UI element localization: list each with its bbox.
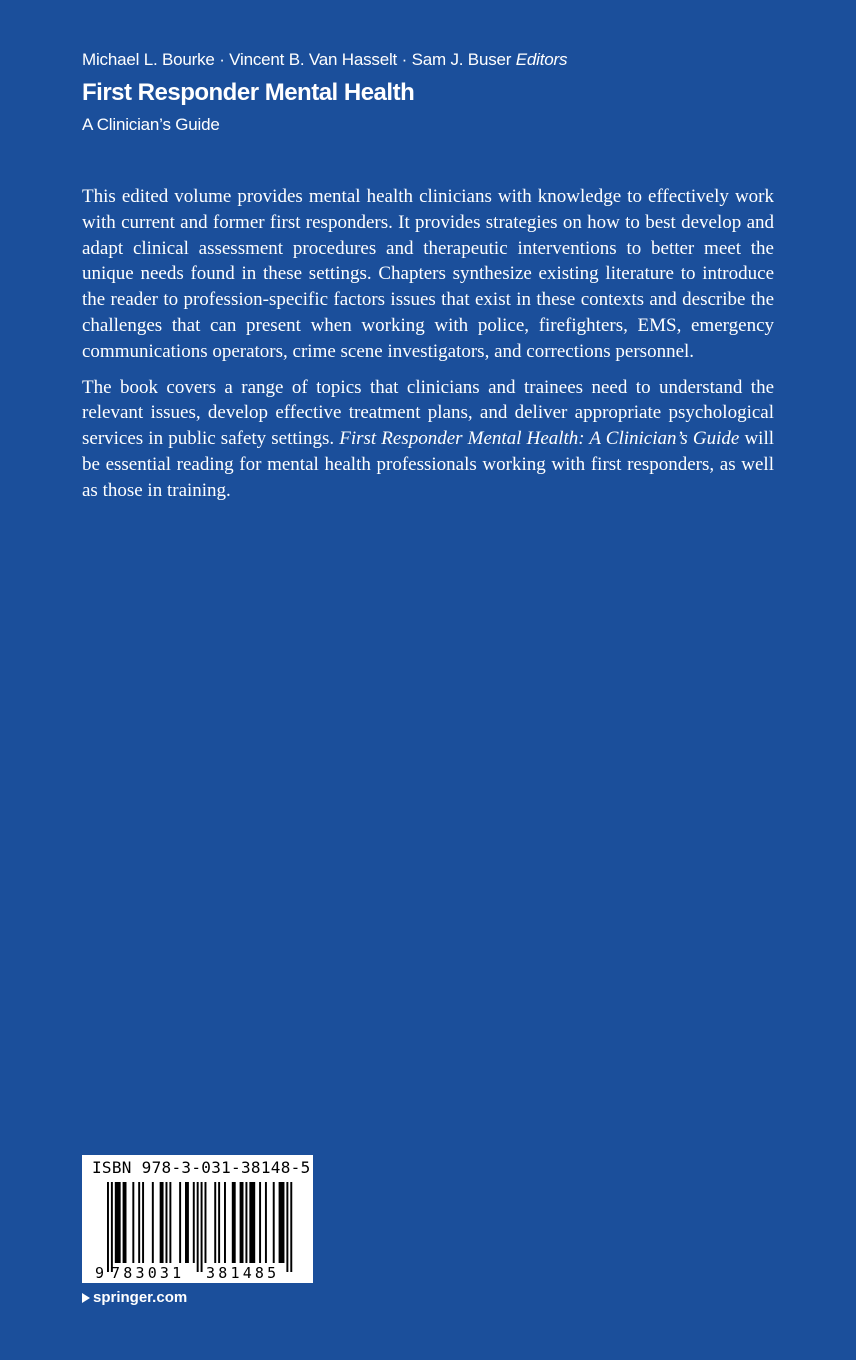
description-book-title-italic: First Responder Mental Health: A Clinician’s Guide (339, 428, 740, 450)
barcode-bar (166, 1182, 168, 1263)
book-description (82, 184, 774, 514)
triangle-right-icon (82, 1293, 90, 1303)
barcode-bar (232, 1182, 236, 1263)
barcode-bar (123, 1182, 127, 1263)
barcode-bar (224, 1182, 226, 1263)
barcode-bar (290, 1182, 292, 1272)
barcode-bar (197, 1182, 199, 1272)
barcode-bar (249, 1182, 255, 1263)
barcode-lead-digit: 9 (95, 1264, 105, 1282)
barcode-bar (218, 1182, 220, 1263)
barcode-bar (286, 1182, 288, 1272)
barcode-bar (142, 1182, 144, 1263)
barcode-bar (160, 1182, 164, 1263)
barcode-bar (107, 1182, 109, 1272)
barcode-right-digits: 381485 (206, 1264, 280, 1282)
book-subtitle: A Clinician’s Guide (82, 115, 220, 134)
barcode-bar (132, 1182, 134, 1263)
barcode-bar (205, 1182, 207, 1263)
publisher-link[interactable] (82, 1289, 187, 1306)
barcode-bar (152, 1182, 154, 1263)
editors-line (82, 50, 567, 70)
isbn-label: ISBN 978-3-031-38148-5 (92, 1158, 311, 1177)
barcode-bar (279, 1182, 285, 1263)
description-paragraph-1: This edited volume provides mental health clinicians with knowledge to effectively work with current and former first responders. It provides strategies on how to best develop and adapt clinical assessment procedures and therapeutic interventions to better meet the unique needs found in these settings. Chapters synthesize existing literature to introduce the reader to profession-specific factors issues that exist in these contexts and describe the challenges that can present when working with police, firefighters, EMS, emergency communications operators, crime scene investigators, and corrections personnel. (82, 186, 774, 362)
barcode-bar (201, 1182, 203, 1272)
editors-names: Michael L. Bourke · Vincent B. Van Hasselt · Sam J. Buser (82, 50, 512, 69)
barcode-bar (245, 1182, 247, 1263)
barcode-bar (265, 1182, 267, 1263)
barcode-graphic (82, 1155, 313, 1283)
publisher-url: springer.com (93, 1289, 188, 1306)
barcode-bar (169, 1182, 171, 1263)
barcode-left-digits: 783031 (111, 1264, 185, 1282)
barcode-bar (193, 1182, 195, 1263)
barcode-bar (138, 1182, 140, 1263)
book-title: First Responder Mental Health (82, 79, 415, 106)
description-paragraph-2-start: The book covers a range of topics that clinicians and trainees need to understand the relevant issues, develop effective treatment plans, and deliver appropriate psychological services in public safety settings. (82, 376, 774, 450)
barcode-bar (273, 1182, 275, 1263)
editors-role: Editors (515, 50, 568, 69)
barcode-bar (111, 1182, 113, 1272)
barcode-bar (185, 1182, 189, 1263)
barcode-bar (240, 1182, 244, 1263)
isbn-barcode (82, 1155, 313, 1283)
barcode-bar (179, 1182, 181, 1263)
barcode-bar (115, 1182, 121, 1263)
barcode-bar (259, 1182, 261, 1263)
description-paragraph-2-end: will be essential reading for mental health professionals working with first responders, as well as those in training. (82, 428, 775, 501)
barcode-bar (214, 1182, 216, 1263)
description-paragraph-2 (82, 375, 774, 504)
